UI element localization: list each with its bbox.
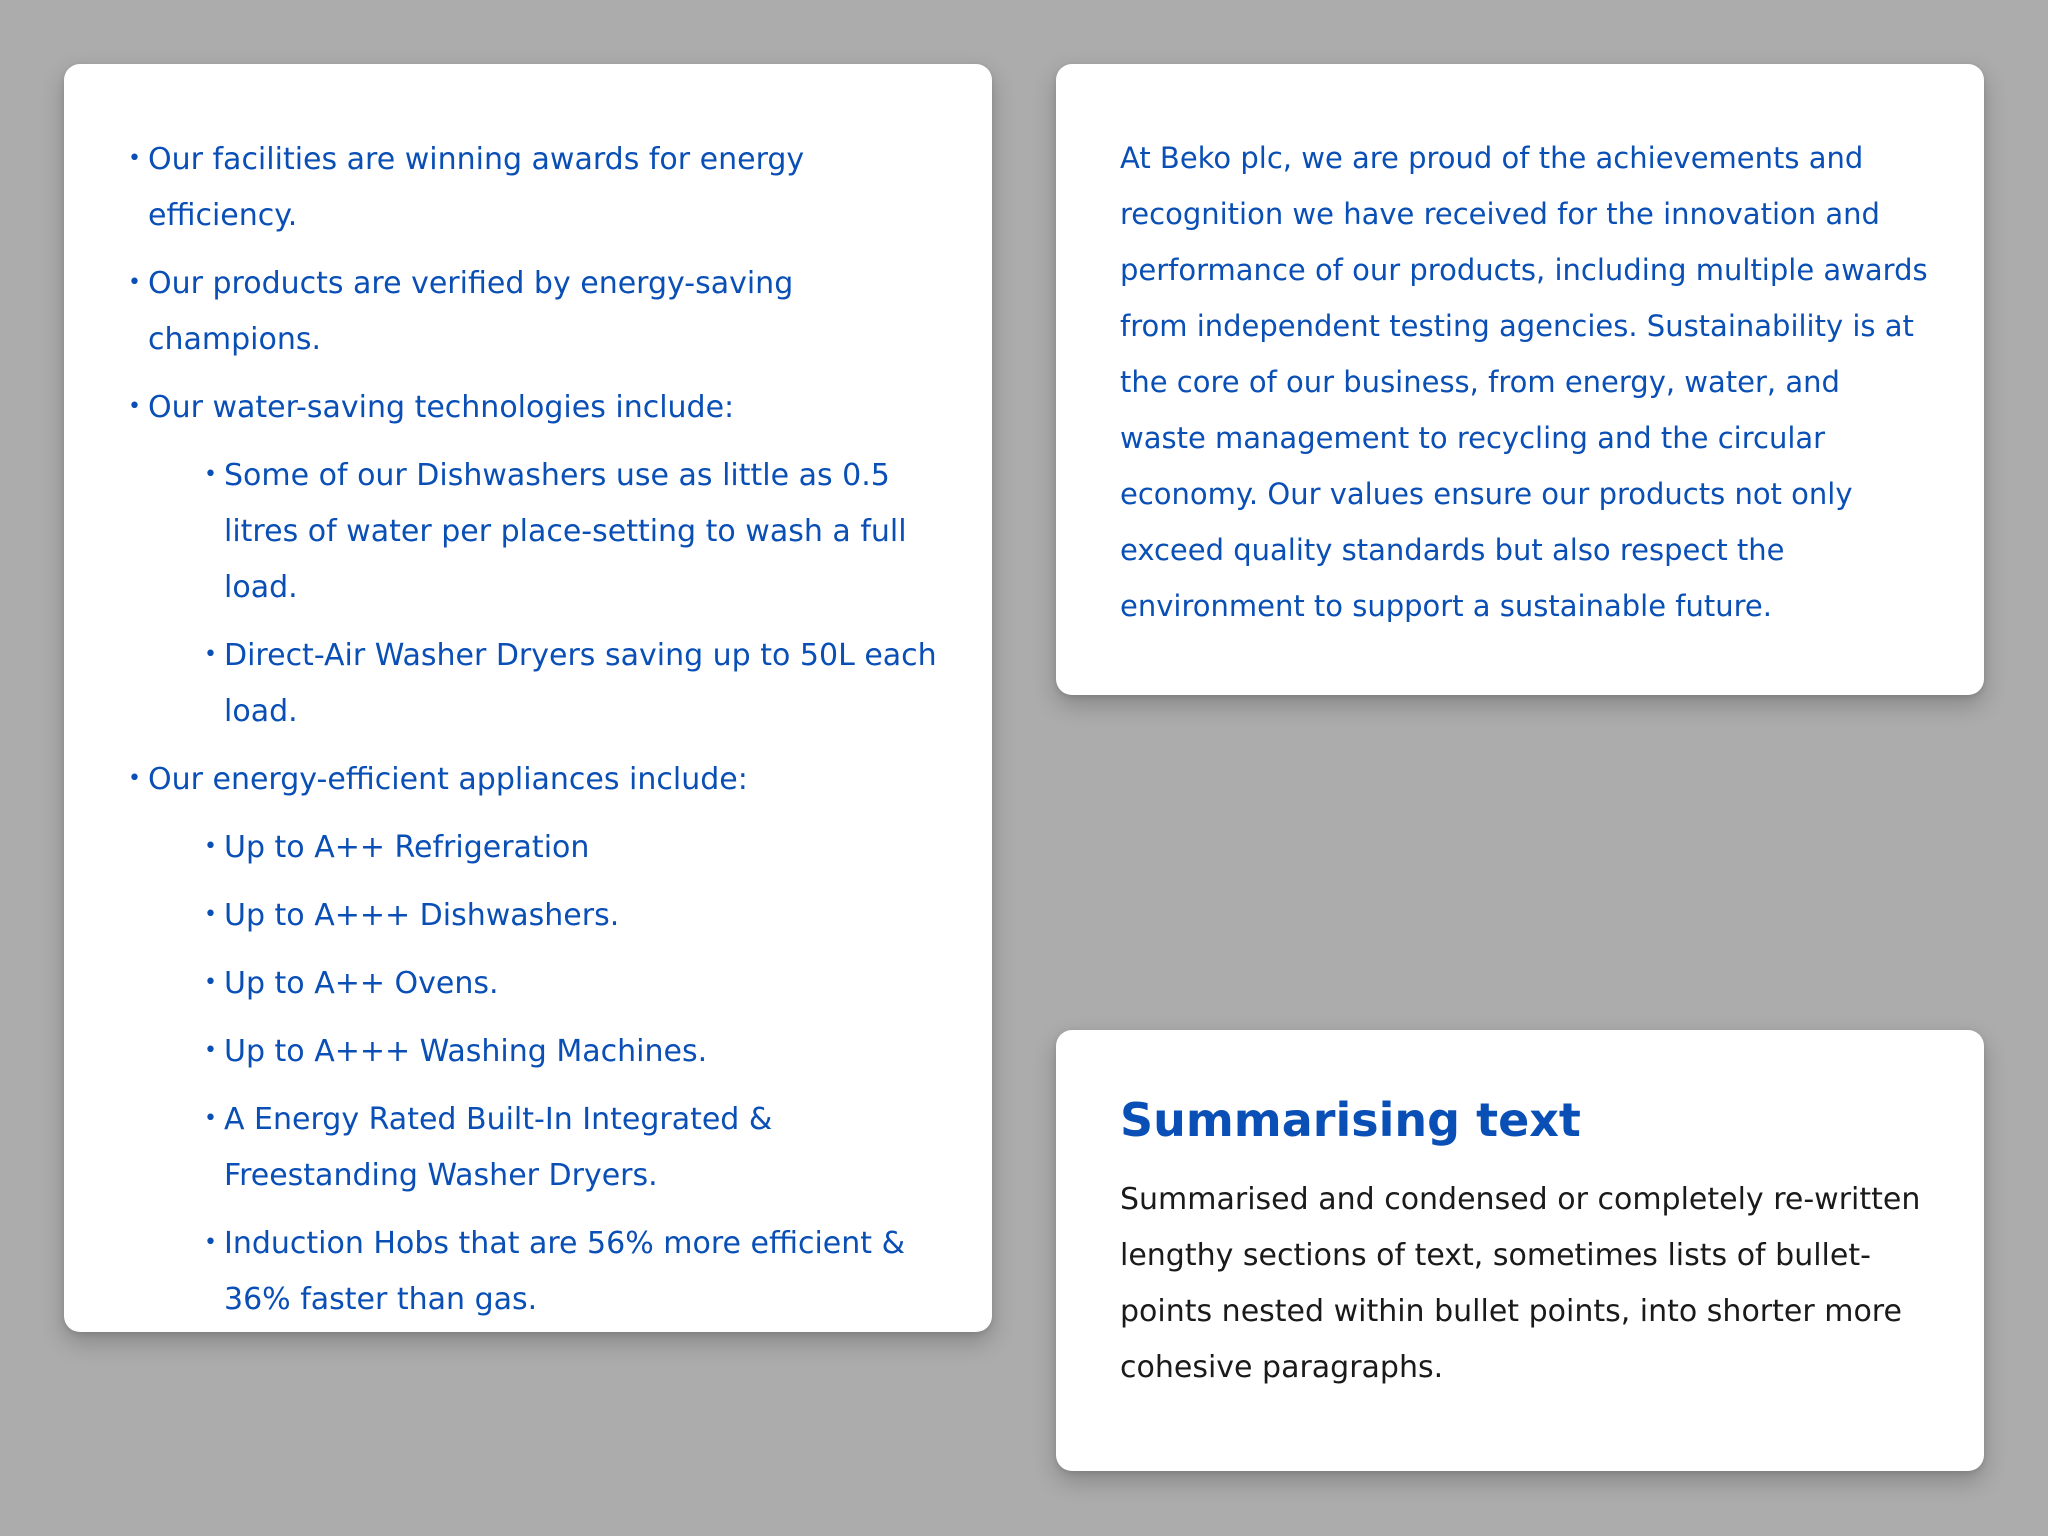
nested-list-item-text: Up to A++ Refrigeration bbox=[224, 830, 590, 865]
paragraph-text: At Beko plc, we are proud of the achievements and recognition we have received for the innovation and performance of our products, including multiple awards from independent testing agencies. Sustainability is at the core of our business, from energy, water, and waste management to recycling and the circular economy. Our values ensure our products not only exceed quality standards but also respect the environment to support a sustainable future. bbox=[1120, 141, 1928, 623]
list-item-text: Our facilities are winning awards for energy efficiency. bbox=[148, 142, 805, 233]
list-item-text: Our water-saving technologies include: bbox=[148, 390, 735, 425]
nested-list-item bbox=[204, 820, 952, 876]
nested-list-item-text: Up to A+++ Dishwashers. bbox=[224, 898, 620, 933]
list-item bbox=[128, 752, 952, 1328]
nested-list-item-text: Up to A++ Ovens. bbox=[224, 966, 499, 1001]
nested-list-item-text: Induction Hobs that are 56% more efficient & 36% faster than gas. bbox=[224, 1226, 905, 1317]
nested-list-item bbox=[204, 956, 952, 1012]
nested-list-item-text: A Energy Rated Built-In Integrated & Freestanding Washer Dryers. bbox=[224, 1102, 773, 1193]
bullet-list bbox=[128, 132, 952, 1328]
list-item bbox=[128, 380, 952, 740]
nested-list-item bbox=[204, 1092, 952, 1204]
list-item-text: Our products are verified by energy-saving champions. bbox=[148, 266, 794, 357]
list-item bbox=[128, 256, 952, 368]
summary-card bbox=[1056, 1030, 1984, 1471]
nested-bullet-list bbox=[148, 820, 952, 1328]
nested-list-item-text: Some of our Dishwashers use as little as 0.5 litres of water per place-setting to wash a full load. bbox=[224, 458, 907, 605]
bullet-list-card bbox=[64, 64, 992, 1332]
nested-list-item bbox=[204, 888, 952, 944]
nested-bullet-list bbox=[148, 448, 952, 740]
nested-list-item-text: Up to A+++ Washing Machines. bbox=[224, 1034, 708, 1069]
nested-list-item bbox=[204, 628, 952, 740]
list-item bbox=[128, 132, 952, 244]
nested-list-item bbox=[204, 1216, 952, 1328]
paragraph-card bbox=[1056, 64, 1984, 695]
list-item-text: Our energy-efficient appliances include: bbox=[148, 762, 748, 797]
summary-title: Summarising text bbox=[1120, 1093, 1581, 1147]
summary-text: Summarised and condensed or completely re-written lengthy sections of text, sometimes lists of bullet-points nested within bullet points, into shorter more cohesive paragraphs. bbox=[1120, 1182, 1921, 1385]
nested-list-item-text: Direct-Air Washer Dryers saving up to 50L each load. bbox=[224, 638, 937, 729]
nested-list-item bbox=[204, 448, 952, 616]
nested-list-item bbox=[204, 1024, 952, 1080]
